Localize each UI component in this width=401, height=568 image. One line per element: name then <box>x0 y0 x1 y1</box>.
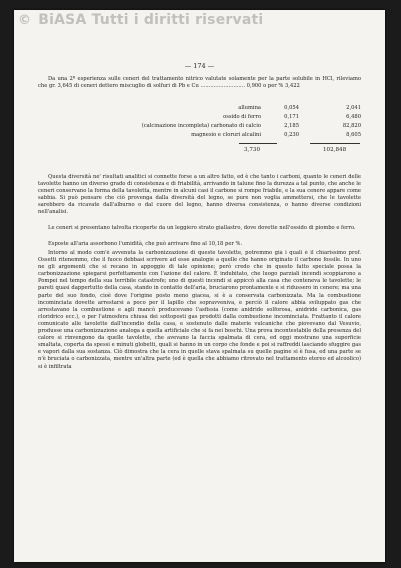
row-value-percent: 2,041 <box>346 105 361 111</box>
row-label: ossido di ferro <box>223 114 261 120</box>
copyright-icon: © <box>18 13 32 28</box>
paragraph: Intorno al modo com'è avvenuta la carbonizzazione di queste tavolette, potremmo già i quali è il chiarissimo prof. Ossetti ritenemmo, che il fuoco debbasi scrivere ad esse analogie a quelle che hanno originato il carbone fossile. In uno ne gli argomenti che si recano in appoggio di tale opinione; però credo che in questo fatto speciale possa la carbonizzazione spiegarsi perfettamente con l'azione del calore. È indubitato, che luogo parziali incendi scoppiarono a Pompei nel tempo della sua terribile catastrofe; uno di questi incendi si appiccò alla casa che conteneva le tavolette; le pareti quasi dappertutto della casa, stando in contatto dell'aria, bruciarono prontamente e si ridussero in cenere; ma una parte del suo fondo, cioè dove l'origine posto meno giacea, si è a conservata carbonizzata. Ma la combustione incominciata dovette arrestarsi a poco per il lapillo che sopravveniva, e perciò il calore abbia sviluppato gas che arrestavano la combustione e agli mancò producevano l'asfissia (come anidride solforosa, anidride carbonica, gas cloridrico ecc.), o per l'atmosfera chiusa dei sottoposti gas prodotti dalla combustione incominciata. Frattanto il calore comunicato alle tavolette dall'incendio della casa, e sostenuto dalle materie vulcaniche che piovevano dal Vesuvio, produsse una carbonizzazione analoga a quella artificiale che si fa nei boschi. Una prova incontestabile della presenza del calore si rinvengono da quelle tavolette, che avevano la faccia spalmata di cera, ed oggi mostrano una superficie smaltata, coperta da spessi e minuti globetti, quali si hanno in un corpo che fonde e poi si raffreddi lasciando sfuggire gas e vapori dalla sua sostanza. Ciò dimostra che la cera in quelle stava spalmata su quelle pagine si è fusa, ed una parte se n'è bruciata o carbonizzata, mentre un'altra parte (ed è quella che abbiamo ritrovato nel trattamento etereo ed alcoolico) si è infiltrata <box>38 250 361 370</box>
row-value-grams: 0,230 <box>284 132 299 138</box>
row-value-grams: 0,054 <box>284 105 299 111</box>
row-label: magnesio e cloruri alcalini <box>191 132 261 138</box>
row-value-grams: 2,185 <box>284 123 299 129</box>
row-value-percent: 82,820 <box>342 123 361 129</box>
paragraph: Questa diversità ne' risultati analitici si connette forse a un altro fatto, ed è che tanto i carboni, quanto le ceneri delle tavolette hanno un diverso grado di consistenza e di friabilità, arrivando in talune fino la durezza a tal punto, che anche le ceneri conservano la forma della tavoletta, mentre in alcuni casi il carbone si rompe friabile, e la sua cenere appare come sabbia. Si può pensare che ciò provenga dalla diversità del legno, se pure non voglia ammettersi, che le tavolette sarebbero da ricavate dall'alburno o dal cuore del legno, hanno diversa consistenza, o hanno diverse condizioni nell'analisi. <box>38 174 361 216</box>
paragraph: Esposte all'aria assorbono l'umidità, che può arrivare fino al 10,18 per %. <box>48 241 243 247</box>
table-row <box>44 132 361 140</box>
watermark <box>18 12 263 28</box>
row-label: (calcinazione incompleta) carbonato di calcio <box>141 123 261 129</box>
intro-paragraph: Da una 2ª esperienza sulle ceneri del trattamento nitrico valutate solamente per la parte solubile in HCl, rileviamo che gr. 3,645 di ceneri dettero miscuglio di solfuri di Pb e Cu ........................... 0,900 o per % 3,422 <box>38 76 361 90</box>
document-page <box>14 10 385 562</box>
table-row <box>44 114 361 122</box>
sum-rule-grams <box>239 143 277 144</box>
total-grams: 3,730 <box>244 147 261 153</box>
row-value-percent: 8,605 <box>346 132 361 138</box>
page-number: — 174 — <box>184 62 215 70</box>
sum-rule-percent <box>310 143 360 144</box>
paragraph: Le ceneri si presentano talvolta ricoperte da un leggiero strato giallastro, dove dovette nell'ossido di piombo e ferro. <box>48 225 356 231</box>
watermark-text: BiASA Tutti i diritti riservati <box>38 12 264 28</box>
total-percent: 102,848 <box>323 147 347 153</box>
table-row <box>44 123 361 131</box>
row-value-percent: 6,480 <box>346 114 361 120</box>
row-label: allumina <box>238 105 261 111</box>
row-value-grams: 0,171 <box>284 114 299 120</box>
table-row <box>44 105 361 113</box>
